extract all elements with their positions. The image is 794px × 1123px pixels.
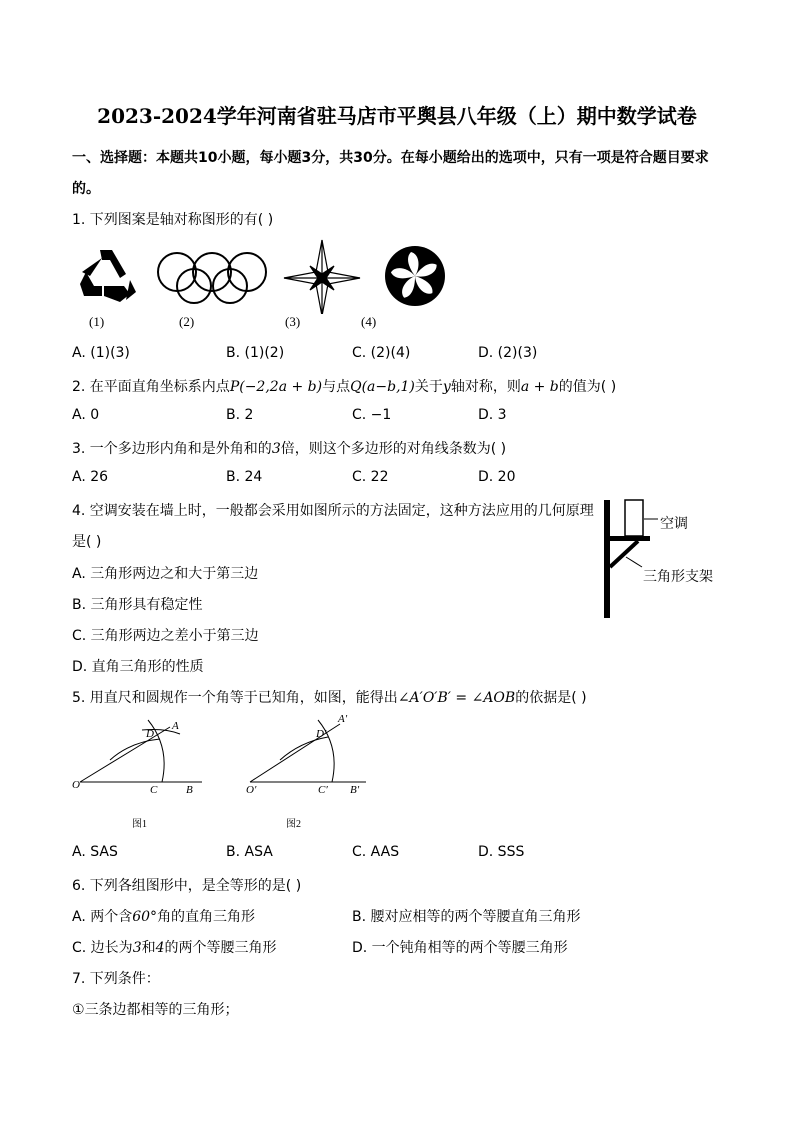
q5-fig2-label-c: C′ (318, 784, 328, 796)
compass-star-icon (284, 240, 360, 314)
q5-option-c: C. AAS (352, 844, 400, 860)
q6-stem: 6. 下列各组图形中，是全等形的是( ) (72, 878, 302, 894)
q5-stem (72, 687, 587, 707)
q3-stem-part: 3. 一个多边形内角和是外角和的 (72, 441, 272, 457)
q3-option-b: B. 24 (226, 469, 263, 485)
q1-option-b: B. (1)(2) (226, 345, 285, 361)
q4-option-a: A. 三角形两边之和大于第三边 (72, 566, 259, 582)
q1-caption-1: (1) (89, 314, 105, 329)
q2-stem-part: 关于 (414, 379, 443, 395)
q3-option-d: D. 20 (478, 469, 516, 485)
q5-figure-2 (250, 720, 366, 782)
q4-stem-line2: 是( ) (72, 534, 102, 550)
q4-option-d: D. 直角三角形的性质 (72, 659, 204, 675)
q1-caption-2: (2) (179, 314, 195, 329)
section-heading-line1: 一、选择题：本题共10小题，每小题3分，共30分。在每小题给出的选项中，只有一项是符合题目要求 (72, 150, 709, 166)
recycle-triangle-icon (80, 250, 136, 302)
q2-stem-part: 的值为( ) (558, 379, 617, 395)
q5-fig2-caption: 图2 (286, 819, 301, 830)
q3-option-a: A. 26 (72, 469, 109, 485)
q5-fig2-label-a: A′ (338, 713, 348, 725)
q4-option-b: B. 三角形具有稳定性 (72, 597, 203, 613)
q1-caption-4: (4) (361, 314, 377, 329)
q5-fig1-label-o: O (72, 779, 80, 791)
q2-stem-part: 与点 (322, 379, 351, 395)
q4-option-c: C. 三角形两边之差小于第三边 (72, 628, 259, 644)
q5-figure-1 (80, 720, 202, 782)
q6-option-a: A. 两个含60°角的直角三角形 (72, 909, 256, 925)
q5-fig1-label-a: A (172, 720, 179, 732)
q2-point-q: Q(a−b,1) (350, 379, 415, 395)
q1-stem: 1. 下列图案是轴对称图形的有( ) (72, 212, 274, 228)
q6-option-d: D. 一个钝角相等的两个等腰三角形 (352, 940, 568, 956)
q1-option-a: A. (1)(3) (72, 345, 130, 361)
q2-stem (72, 376, 616, 396)
q2-option-b: B. 2 (226, 407, 254, 423)
q5-fig2-label-d: D′ (316, 728, 327, 740)
olympic-rings-icon (158, 253, 266, 303)
q5-fig2-label-b: B′ (350, 784, 360, 796)
q3-option-c: C. 22 (352, 469, 389, 485)
page-title: 2023-2024学年河南省驻马店市平舆县八年级（上）期中数学试卷 (97, 104, 697, 128)
q3-n: 3 (271, 441, 281, 457)
q7-item-1: ①三条边都相等的三角形； (72, 1002, 239, 1018)
q1-caption-3: (3) (285, 314, 301, 329)
q4-label-ac: 空调 (660, 516, 688, 532)
q2-option-c: C. −1 (352, 407, 392, 423)
q3-stem (72, 438, 506, 458)
q4-stem-line1: 4. 空调安装在墙上时，一般都会采用如图所示的方法固定，这种方法应用的几何原理 (72, 503, 594, 519)
q2-option-d: D. 3 (478, 407, 507, 423)
q2-option-a: A. 0 (72, 407, 100, 423)
q2-stem-part: 轴对称，则 (450, 379, 521, 395)
q2-axis: y (442, 379, 451, 395)
q2-point-p: P(−2,2a + b) (229, 379, 323, 395)
q5-fig1-label-d: D (146, 728, 154, 740)
q6-option-b: B. 腰对应相等的两个等腰直角三角形 (352, 909, 581, 925)
q2-stem-part: 2. 在平面直角坐标系内点 (72, 379, 230, 395)
q5-option-a: A. SAS (72, 844, 118, 860)
bauhinia-flower-icon (385, 246, 445, 306)
q3-stem-part: 倍，则这个多边形的对角线条数为( ) (280, 441, 507, 457)
q5-stem-part: 的依据是( ) (515, 690, 587, 706)
q2-expr: a + b (520, 379, 559, 395)
q5-fig2-label-o: O′ (246, 784, 257, 796)
q7-stem: 7. 下列条件： (72, 971, 160, 987)
q5-construction-figures (70, 712, 370, 837)
q1-option-d: D. (2)(3) (478, 345, 538, 361)
q5-option-d: D. SSS (478, 844, 525, 860)
q1-option-c: C. (2)(4) (352, 345, 411, 361)
q1-figures (72, 238, 452, 314)
q5-fig1-label-b: B (186, 784, 193, 796)
q6-option-c: C. 边长为3和4的两个等腰三角形 (72, 940, 277, 956)
q5-fig1-caption: 图1 (132, 819, 147, 830)
q4-ac-bracket-figure (600, 495, 660, 625)
q5-stem-part: 5. 用直尺和圆规作一个角等于已知角，如图，能得出 (72, 690, 398, 706)
q5-expr: ∠A′O′B′ = ∠AOB (397, 690, 516, 706)
circled-one-marker: ① (72, 1002, 85, 1018)
section-heading-line2: 的。 (72, 181, 100, 197)
q4-label-bracket: 三角形支架 (643, 569, 713, 585)
q5-fig1-label-c: C (150, 784, 158, 796)
q5-option-b: B. ASA (226, 844, 273, 860)
